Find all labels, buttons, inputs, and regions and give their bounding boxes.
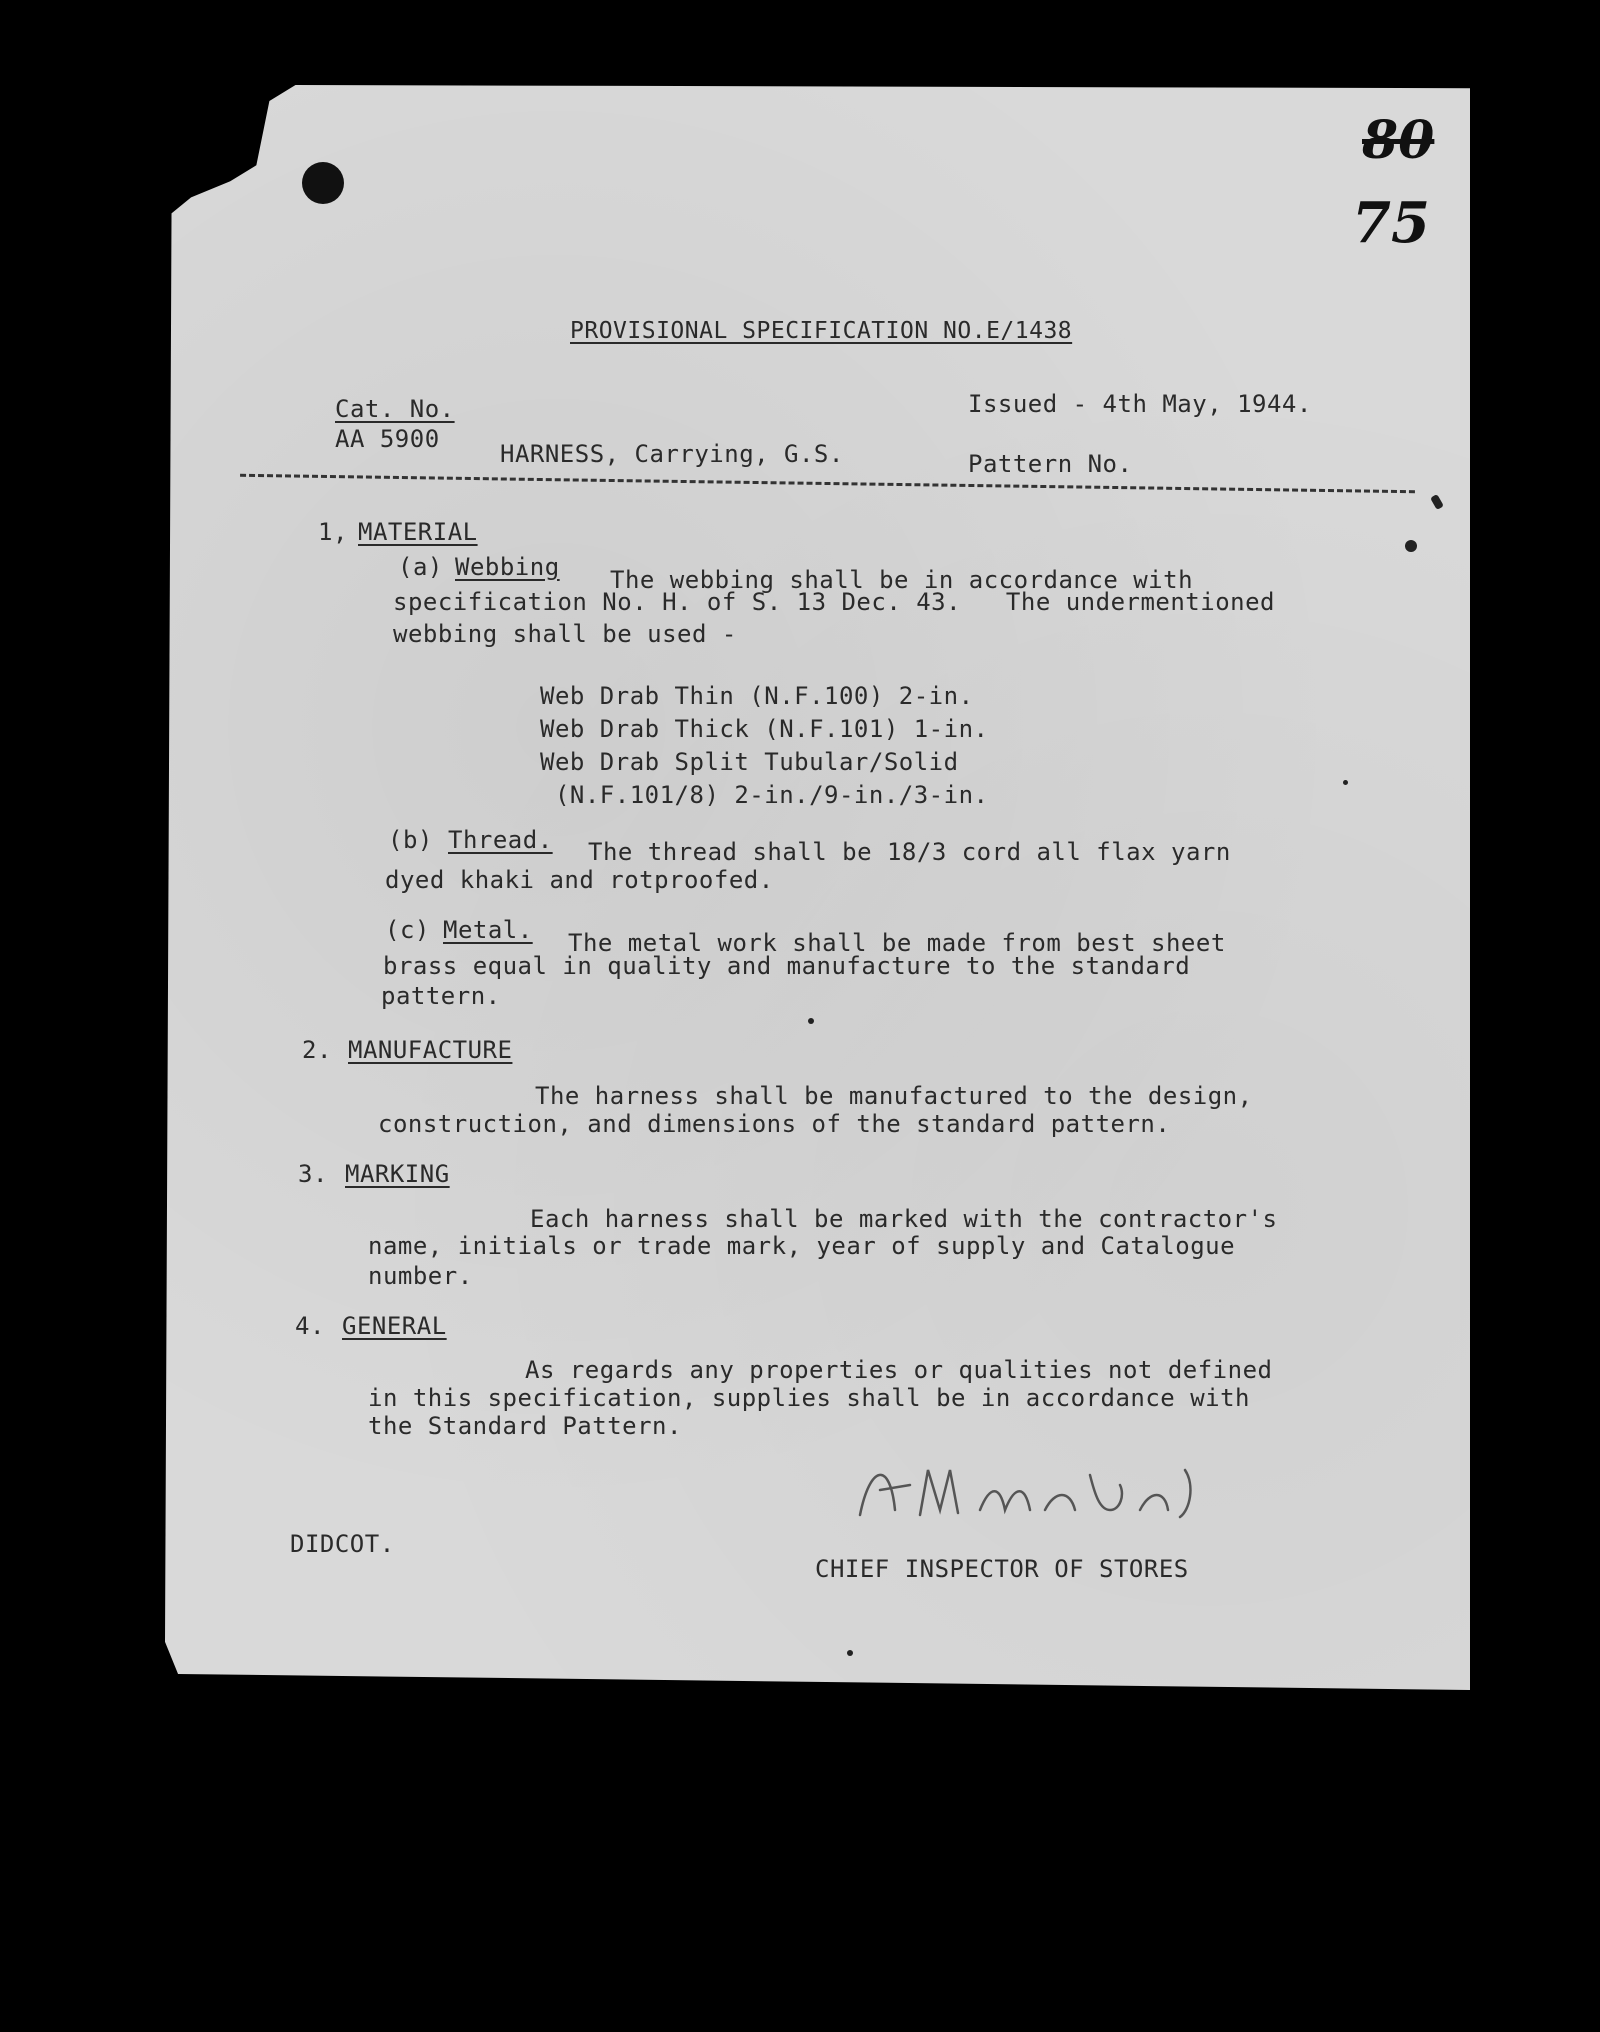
- subsection-c-heading: Metal.: [443, 916, 533, 944]
- subsection-a-line-3: webbing shall be used -: [393, 620, 737, 648]
- issued-date: Issued - 4th May, 1944.: [968, 390, 1312, 418]
- section-4-line-1: As regards any properties or qualities not defined: [525, 1356, 1273, 1384]
- section-3-line-2: name, initials or trade mark, year of supply and Catalogue: [368, 1232, 1236, 1260]
- section-1-number: 1,: [318, 518, 348, 546]
- document-title: PROVISIONAL SPECIFICATION NO.E/1438: [570, 318, 1073, 344]
- pattern-number: Pattern No.: [968, 450, 1133, 478]
- subsection-c-label: (c): [385, 916, 430, 944]
- subsection-a-label: (a): [398, 553, 443, 581]
- web-item-2: Web Drab Thick (N.F.101) 1-in.: [540, 715, 989, 743]
- section-3-line-3: number.: [368, 1262, 473, 1290]
- ink-speck: [1343, 780, 1348, 785]
- subsection-b-line-1: The thread shall be 18/3 cord all flax yarn: [588, 838, 1231, 866]
- section-3-line-1: Each harness shall be marked with the contractor's: [530, 1205, 1278, 1233]
- subsection-b-heading: Thread.: [448, 826, 553, 854]
- section-3-number: 3.: [298, 1160, 328, 1188]
- web-item-4: (N.F.101/8) 2-in./9-in./3-in.: [540, 781, 989, 809]
- section-4-heading: GENERAL: [342, 1312, 447, 1340]
- ink-speck: [808, 1018, 814, 1024]
- place-name: DIDCOT.: [290, 1530, 395, 1558]
- cat-no-label: Cat. No.: [335, 395, 455, 423]
- section-4-line-3: the Standard Pattern.: [368, 1412, 682, 1440]
- section-2-heading: MANUFACTURE: [348, 1036, 513, 1064]
- ink-speck: [1405, 540, 1417, 552]
- subsection-a-heading: Webbing: [455, 553, 560, 581]
- subsection-a-line-1: The webbing shall be in accordance with: [610, 566, 1194, 594]
- section-2-line-2: construction, and dimensions of the standard pattern.: [378, 1110, 1171, 1138]
- section-1-heading: MATERIAL: [358, 518, 478, 546]
- section-2-line-1: The harness shall be manufactured to the design,: [535, 1082, 1253, 1110]
- cat-no-value: AA 5900: [335, 425, 440, 453]
- item-name: HARNESS, Carrying, G.S.: [500, 440, 844, 468]
- handwritten-signature: [850, 1455, 1230, 1539]
- subsection-b-label: (b): [388, 826, 433, 854]
- section-3-heading: MARKING: [345, 1160, 450, 1188]
- subsection-a-line-2: specification No. H. of S. 13 Dec. 43. The undermentioned: [393, 588, 1276, 616]
- punch-hole: [302, 162, 344, 204]
- web-item-3: Web Drab Split Tubular/Solid: [540, 748, 959, 776]
- folio-number: 75: [1352, 190, 1430, 256]
- section-4-number: 4.: [295, 1312, 325, 1340]
- section-2-number: 2.: [302, 1036, 332, 1064]
- struck-folio-number: 80: [1362, 110, 1435, 171]
- ink-speck: [847, 1650, 853, 1656]
- subsection-c-line-3: pattern.: [381, 982, 501, 1010]
- section-4-line-2: in this specification, supplies shall be in accordance with: [368, 1384, 1251, 1412]
- subsection-c-line-1: The metal work shall be made from best sheet: [568, 929, 1226, 957]
- web-item-1: Web Drab Thin (N.F.100) 2-in.: [540, 682, 974, 710]
- signatory-title: CHIEF INSPECTOR OF STORES: [815, 1555, 1189, 1583]
- subsection-b-line-2: dyed khaki and rotproofed.: [385, 866, 774, 894]
- subsection-c-line-2: brass equal in quality and manufacture to the standard: [383, 952, 1191, 980]
